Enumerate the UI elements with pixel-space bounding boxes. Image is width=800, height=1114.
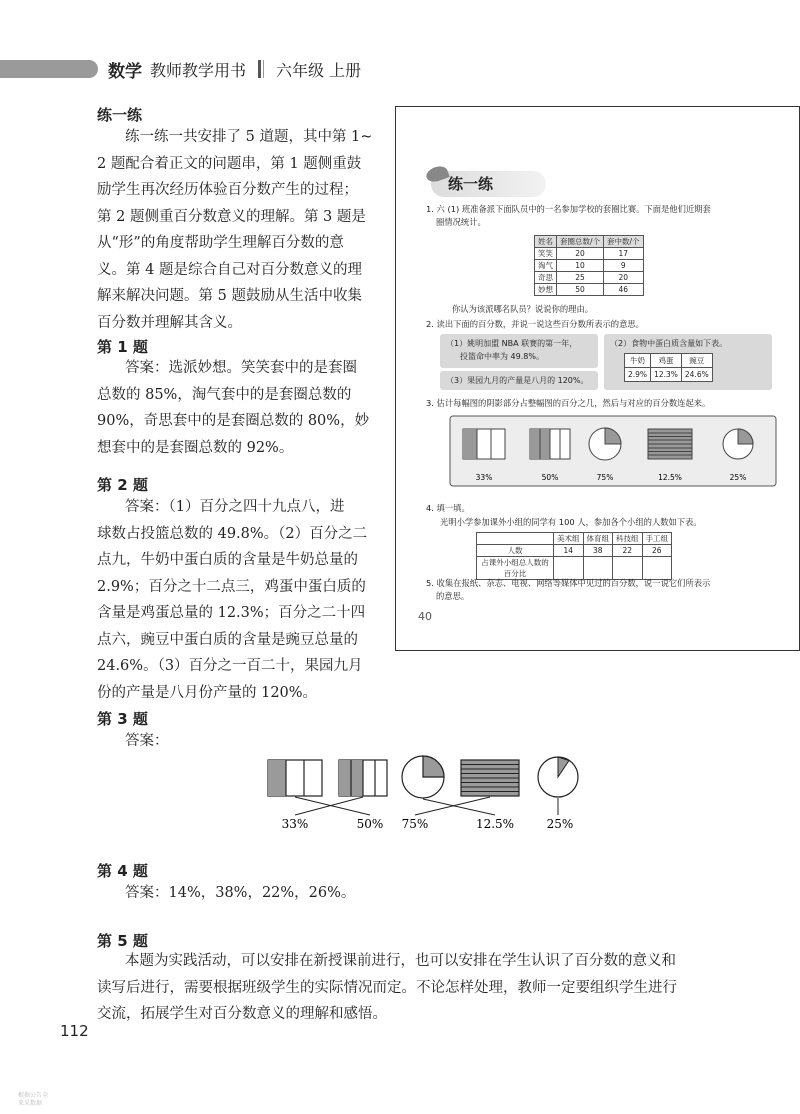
circle-three-quarters bbox=[589, 428, 621, 460]
textbook-page-number: 40 bbox=[418, 610, 432, 623]
table-cell: 26 bbox=[642, 545, 672, 557]
intro-line: 义。第 4 题是综合自己对百分数意义的理 bbox=[97, 261, 362, 278]
table-row bbox=[535, 272, 644, 284]
table-cell: 25 bbox=[557, 272, 604, 284]
answer-rect-one-eighth bbox=[461, 760, 519, 796]
match-line bbox=[423, 799, 495, 815]
textbook-q4-line1: 4. 填一填。 bbox=[426, 503, 470, 513]
figure-label: 12.5% bbox=[658, 473, 682, 482]
q2-line: 点九，牛奶中蛋白质的含量是牛奶总量的 bbox=[97, 552, 358, 568]
textbook-q5 bbox=[426, 577, 781, 603]
table-cell: 20 bbox=[557, 248, 604, 260]
table-cell: 14 bbox=[554, 545, 584, 557]
intro-line: 2 题配合着正文的问题串，第 1 题侧重鼓 bbox=[97, 155, 362, 172]
textbook-q2-table bbox=[624, 353, 713, 382]
q5-line: 本题为实践活动，可以安排在新授课前进行，也可以安排在学生认识了百分数的意义和 bbox=[125, 953, 676, 969]
textbook-q1-line: 圈情况统计。 bbox=[436, 217, 486, 227]
table-header: 姓名 bbox=[535, 236, 557, 248]
header-separator bbox=[258, 60, 261, 78]
q1-title: 第 1 题 bbox=[97, 338, 148, 356]
intro-line: 第 2 题侧重百分数意义的理解。第 3 题是 bbox=[97, 208, 366, 225]
textbook-q4-line2: 光明小学参加课外小组的同学有 100 人，参加各个小组的人数如下表。 bbox=[440, 517, 702, 527]
q2-line: 含量是鸡蛋总量的 12.3%；百分之二十四 bbox=[97, 605, 366, 621]
answer-label: 25% bbox=[546, 817, 574, 831]
rect-one-eighth bbox=[648, 429, 692, 459]
figure-label: 33% bbox=[475, 473, 493, 482]
q2-answer bbox=[97, 494, 387, 706]
textbook-q1 bbox=[426, 203, 776, 229]
table-cell: 20 bbox=[604, 272, 644, 284]
q2-line: 24.6%。（3）百分之一百二十，果园九月 bbox=[97, 658, 363, 674]
q2-title: 第 2 题 bbox=[97, 476, 148, 494]
watermark-line: 来采数据 bbox=[18, 1100, 43, 1107]
intro-line: 百分数并理解其含义。 bbox=[97, 314, 242, 331]
textbook-q3-line: 3. 估计每幅图的阴影部分占整幅图的百分之几，然后与对应的百分数连起来。 bbox=[426, 398, 711, 408]
intro-line: 练一练一共安排了 5 道题，其中第 1~ bbox=[125, 129, 373, 145]
q1-line: 90%，奇思套中的是套圈总数的 80%，妙 bbox=[97, 413, 370, 429]
answer-circle-three-quarters bbox=[402, 756, 444, 798]
watermark-line: 根据公告全 bbox=[18, 1092, 49, 1099]
table-header bbox=[477, 533, 554, 545]
answer-label: 75% bbox=[401, 817, 429, 831]
table-cell: 17 bbox=[604, 248, 644, 260]
q3-answer-figure bbox=[255, 750, 590, 835]
table-cell: 50 bbox=[557, 284, 604, 296]
page-number: 112 bbox=[60, 1022, 89, 1040]
textbook-q3-figures bbox=[448, 414, 778, 496]
table-cell: 22 bbox=[613, 545, 643, 557]
answer-rect-one-third bbox=[268, 760, 322, 796]
table-cell: 妙想 bbox=[535, 284, 557, 296]
textbook-q2-box1 bbox=[440, 334, 598, 368]
q1-line: 想套中的是套圈总数的 92%。 bbox=[97, 439, 294, 456]
table-cell: 9 bbox=[604, 260, 644, 272]
q4-answer: 答案：14%，38%，22%，26%。 bbox=[125, 885, 356, 901]
q2-line: 份的产量是八月份产量的 120%。 bbox=[97, 684, 318, 701]
textbook-q1-table bbox=[534, 235, 644, 296]
textbook-q1-question: 你认为该派哪名队员？说说你的理由。 bbox=[452, 304, 594, 314]
q2-line: 2.9%；百分之十二点三，鸡蛋中蛋白质的 bbox=[97, 578, 366, 595]
header-separator-thin bbox=[263, 60, 264, 78]
q5-line: 读写后进行，需要根据班级学生的实际情况而定。不论怎样处理，教师一定要组织学生进行 bbox=[97, 979, 677, 996]
q2-line: 答案：（1）百分之四十九点八，进 bbox=[125, 499, 345, 515]
table-cell: 12.3% bbox=[651, 368, 682, 382]
q1-line: 总数的 85%，淘气套中的是套圈总数的 bbox=[97, 386, 352, 403]
table-row bbox=[477, 545, 672, 557]
answer-circle-quarter bbox=[538, 757, 578, 797]
table-header: 牛奶 bbox=[625, 354, 651, 368]
textbook-title: 练一练 bbox=[448, 175, 494, 193]
answer-label: 50% bbox=[356, 817, 384, 831]
intro-line: 从“形”的角度帮助学生理解百分数的意 bbox=[97, 235, 344, 251]
table-cell: 2.9% bbox=[625, 368, 651, 382]
textbook-q5-line: 5. 收集在报纸、杂志、电视、网络等媒体中见过的百分数，说一说它们所表示 bbox=[426, 578, 711, 588]
textbook-q2-line: 2. 读出下面的百分数，并说一说这些百分数所表示的意思。 bbox=[426, 319, 644, 329]
intro-line: 解来解决问题。第 5 题鼓励从生活中收集 bbox=[97, 288, 362, 304]
header-subject: 数学 bbox=[108, 62, 142, 82]
table-header: 体育组 bbox=[583, 533, 613, 545]
table-cell: 46 bbox=[604, 284, 644, 296]
header-book-title: 教师教学用书 bbox=[150, 61, 247, 80]
rect-half bbox=[530, 429, 570, 459]
textbook-q2-box2-title: （2）食物中蛋白质含量如下表。 bbox=[610, 339, 728, 348]
answer-label: 33% bbox=[281, 817, 309, 831]
textbook-q1-line: 1. 六 (1) 班准备派下面队员中的一名参加学校的套圈比赛。下面是他们近期套 bbox=[426, 204, 711, 214]
q4-title: 第 4 题 bbox=[97, 862, 148, 880]
table-cell: 奇思 bbox=[535, 272, 557, 284]
table-row bbox=[535, 284, 644, 296]
table-header: 手工组 bbox=[642, 533, 672, 545]
section-title: 练一练 bbox=[97, 106, 143, 124]
figure-label: 25% bbox=[729, 473, 747, 482]
textbook-q2-box2 bbox=[604, 334, 772, 390]
q5-line: 交流，拓展学生对百分数意义的理解和感悟。 bbox=[97, 1006, 387, 1022]
answer-rect-half bbox=[339, 760, 387, 796]
textbook-q5-line: 的意思。 bbox=[436, 591, 470, 601]
intro-paragraph bbox=[97, 124, 387, 336]
header-tab bbox=[40, 60, 98, 78]
table-cell: 笑笑 bbox=[535, 248, 557, 260]
q3-title: 第 3 题 bbox=[97, 710, 148, 728]
intro-line: 励学生再次经历体验百分数产生的过程； bbox=[97, 182, 358, 198]
textbook-q2-box3: （3）果园九月的产量是八月的 120%。 bbox=[440, 371, 598, 390]
header-grade: 六年级 上册 bbox=[276, 61, 362, 80]
table-cell: 38 bbox=[583, 545, 613, 557]
table-header: 美术组 bbox=[554, 533, 584, 545]
table-header: 豌豆 bbox=[681, 354, 712, 368]
textbook-q2-box1-line: 投篮命中率为 49.8%。 bbox=[460, 352, 544, 361]
table-cell: 24.6% bbox=[681, 368, 712, 382]
textbook-q4-table bbox=[476, 532, 672, 580]
figure-label: 50% bbox=[541, 473, 559, 482]
table-header: 科技组 bbox=[613, 533, 643, 545]
table-row bbox=[535, 260, 644, 272]
q1-answer bbox=[97, 355, 387, 461]
table-cell: 10 bbox=[557, 260, 604, 272]
answer-label: 12.5% bbox=[475, 817, 515, 831]
q5-title: 第 5 题 bbox=[97, 932, 148, 950]
table-cell: 人数 bbox=[477, 545, 554, 557]
q5-paragraph bbox=[97, 948, 777, 1028]
circle-quarter bbox=[723, 429, 753, 459]
figure-label: 75% bbox=[596, 473, 614, 482]
q2-line: 球数占投篮总数的 49.8%。（2）百分之二 bbox=[97, 525, 368, 542]
table-row bbox=[535, 248, 644, 260]
table-header: 鸡蛋 bbox=[651, 354, 682, 368]
q1-line: 答案：选派妙想。笑笑套中的是套圈 bbox=[125, 360, 357, 376]
q2-line: 点六，豌豆中蛋白质的含量是豌豆总量的 bbox=[97, 631, 358, 648]
watermark bbox=[18, 1092, 48, 1108]
rect-one-third bbox=[463, 429, 505, 459]
table-cell: 占课外小组总人数的百分比 bbox=[477, 557, 554, 580]
table-header: 套中数/个 bbox=[604, 236, 644, 248]
table-header: 套圈总数/个 bbox=[557, 236, 604, 248]
textbook-q2-box1-line: （1）姚明加盟 NBA 联赛的第一年， bbox=[446, 339, 578, 348]
q3-answer-label: 答案： bbox=[125, 733, 169, 749]
textbook-page-image bbox=[395, 106, 800, 651]
table-cell: 淘气 bbox=[535, 260, 557, 272]
